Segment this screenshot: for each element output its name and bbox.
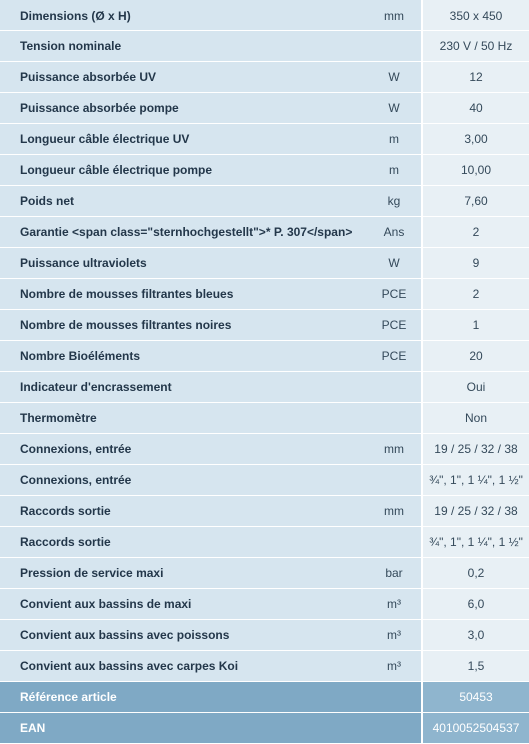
spec-row <box>0 310 529 341</box>
spec-value: 19 / 25 / 32 / 38 <box>422 496 529 527</box>
spec-label: Raccords sortie <box>0 527 367 558</box>
spec-unit: m <box>367 155 422 186</box>
spec-unit: m³ <box>367 589 422 620</box>
spec-value: 1 <box>422 310 529 341</box>
spec-row <box>0 558 529 589</box>
spec-row <box>0 496 529 527</box>
spec-row <box>0 372 529 403</box>
spec-unit <box>367 713 422 744</box>
spec-label: Raccords sortie <box>0 496 367 527</box>
spec-unit: W <box>367 248 422 279</box>
spec-row <box>0 527 529 558</box>
spec-value: Oui <box>422 372 529 403</box>
spec-row <box>0 248 529 279</box>
spec-row <box>0 155 529 186</box>
spec-row <box>0 93 529 124</box>
spec-unit: kg <box>367 186 422 217</box>
spec-value: 7,60 <box>422 186 529 217</box>
spec-value: 350 x 450 <box>422 0 529 31</box>
spec-row <box>0 31 529 62</box>
spec-value: Non <box>422 403 529 434</box>
spec-unit: bar <box>367 558 422 589</box>
spec-value: 230 V / 50 Hz <box>422 31 529 62</box>
spec-value: 3,0 <box>422 620 529 651</box>
spec-unit <box>367 527 422 558</box>
spec-unit: Ans <box>367 217 422 248</box>
spec-label: Longueur câble électrique pompe <box>0 155 367 186</box>
spec-unit: mm <box>367 0 422 31</box>
spec-label: Dimensions (Ø x H) <box>0 0 367 31</box>
spec-label: Connexions, entrée <box>0 465 367 496</box>
spec-row <box>0 0 529 31</box>
spec-value: 2 <box>422 217 529 248</box>
spec-label: Pression de service maxi <box>0 558 367 589</box>
spec-value: 4010052504537 <box>422 713 529 744</box>
spec-unit: PCE <box>367 341 422 372</box>
spec-label: Puissance absorbée pompe <box>0 93 367 124</box>
spec-value: 20 <box>422 341 529 372</box>
spec-value: 50453 <box>422 682 529 713</box>
spec-value: 1,5 <box>422 651 529 682</box>
spec-label: Thermomètre <box>0 403 367 434</box>
spec-value: 2 <box>422 279 529 310</box>
spec-row <box>0 403 529 434</box>
spec-value: ¾", 1", 1 ¼", 1 ½" <box>422 527 529 558</box>
spec-row <box>0 465 529 496</box>
spec-value: 3,00 <box>422 124 529 155</box>
footer-row <box>0 682 529 713</box>
spec-label: Poids net <box>0 186 367 217</box>
spec-unit: W <box>367 93 422 124</box>
spec-unit <box>367 682 422 713</box>
spec-row <box>0 217 529 248</box>
spec-value: ¾", 1", 1 ¼", 1 ½" <box>422 465 529 496</box>
spec-label: EAN <box>0 713 367 744</box>
spec-value: 10,00 <box>422 155 529 186</box>
spec-value: 9 <box>422 248 529 279</box>
spec-unit: mm <box>367 496 422 527</box>
spec-unit: mm <box>367 434 422 465</box>
spec-label: Garantie <span class="sternhochgestellt">* P. 307</span> <box>0 217 367 248</box>
spec-unit: m³ <box>367 620 422 651</box>
spec-label: Référence article <box>0 682 367 713</box>
spec-label: Tension nominale <box>0 31 367 62</box>
spec-label: Connexions, entrée <box>0 434 367 465</box>
spec-row <box>0 341 529 372</box>
spec-row <box>0 434 529 465</box>
spec-label: Convient aux bassins avec carpes Koi <box>0 651 367 682</box>
spec-row <box>0 186 529 217</box>
spec-label: Longueur câble électrique UV <box>0 124 367 155</box>
spec-unit: m³ <box>367 651 422 682</box>
spec-label: Nombre Bioéléments <box>0 341 367 372</box>
spec-value: 0,2 <box>422 558 529 589</box>
spec-row <box>0 279 529 310</box>
spec-unit <box>367 403 422 434</box>
spec-unit: PCE <box>367 310 422 341</box>
footer-row <box>0 713 529 744</box>
spec-row <box>0 124 529 155</box>
spec-label: Puissance ultraviolets <box>0 248 367 279</box>
spec-label: Nombre de mousses filtrantes noires <box>0 310 367 341</box>
spec-unit: PCE <box>367 279 422 310</box>
spec-unit: m <box>367 124 422 155</box>
spec-label: Indicateur d'encrassement <box>0 372 367 403</box>
spec-label: Convient aux bassins de maxi <box>0 589 367 620</box>
spec-label: Convient aux bassins avec poissons <box>0 620 367 651</box>
spec-row <box>0 589 529 620</box>
spec-unit <box>367 31 422 62</box>
spec-value: 19 / 25 / 32 / 38 <box>422 434 529 465</box>
spec-unit <box>367 465 422 496</box>
spec-unit <box>367 372 422 403</box>
spec-label: Puissance absorbée UV <box>0 62 367 93</box>
spec-row <box>0 651 529 682</box>
spec-row <box>0 620 529 651</box>
spec-unit: W <box>367 62 422 93</box>
spec-label: Nombre de mousses filtrantes bleues <box>0 279 367 310</box>
spec-value: 6,0 <box>422 589 529 620</box>
spec-value: 40 <box>422 93 529 124</box>
spec-row <box>0 62 529 93</box>
spec-value: 12 <box>422 62 529 93</box>
